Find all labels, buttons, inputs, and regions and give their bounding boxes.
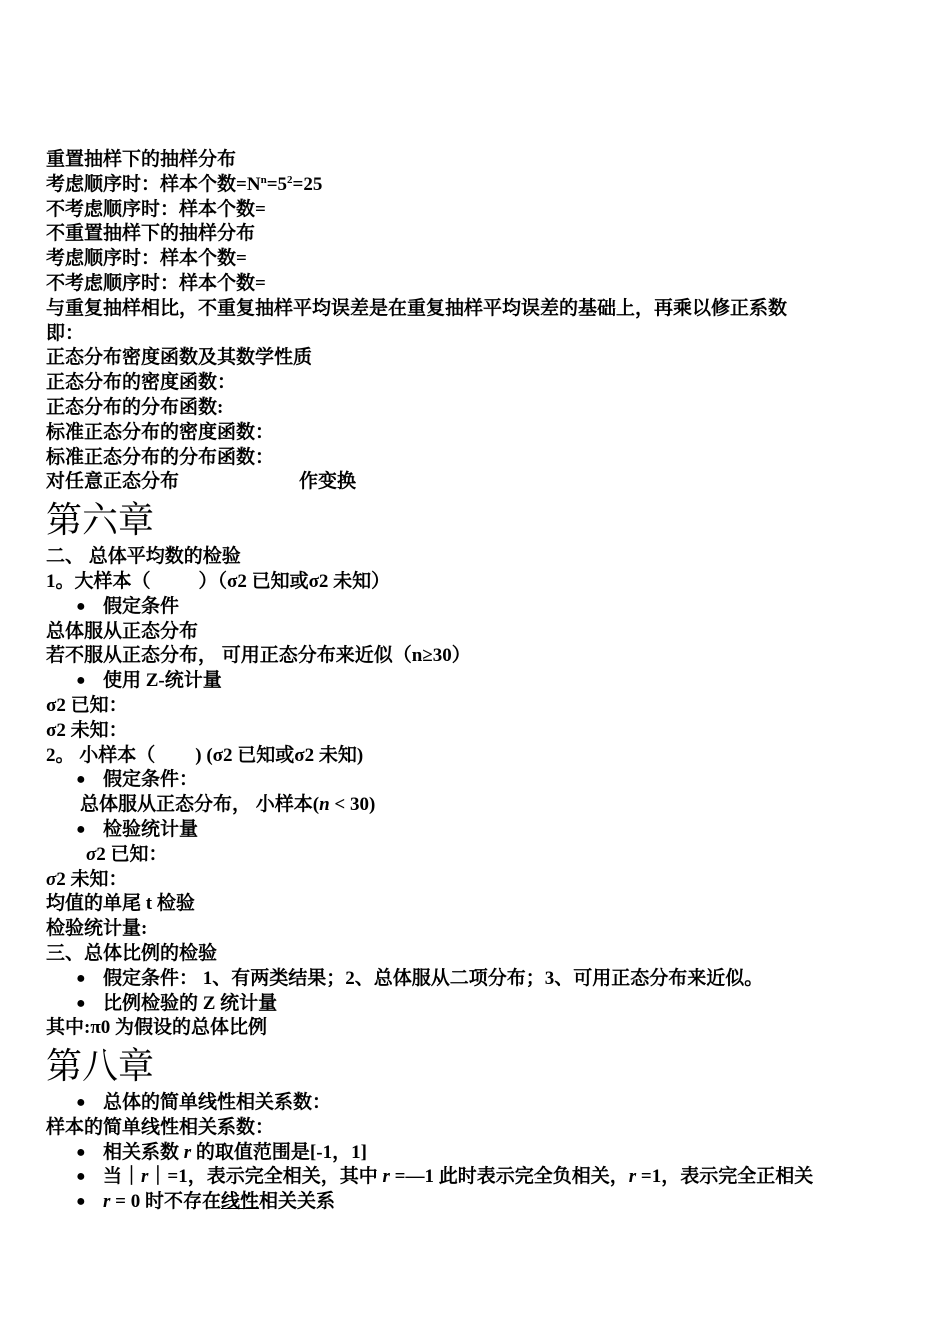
bullet-icon: ●: [76, 672, 86, 690]
bullet-icon: ●: [76, 1168, 86, 1186]
bullet-text: [103, 1141, 908, 1166]
bullet-text: [103, 1165, 908, 1190]
bullet-text: 假定条件: [103, 595, 180, 617]
unordered-count-without-replacement: 不考虑顺序时：样本个数=: [46, 272, 266, 294]
large-sample-text-a: 1。大样本（: [46, 570, 151, 592]
text-c: =—1 此时表示完全负相关，: [389, 1166, 629, 1188]
small-sample-heading: [46, 744, 908, 769]
bullet-text: 假定条件： 1、有两类结果；2、总体服从二项分布；3、可用正态分布来近似。: [103, 967, 764, 989]
bullet-text: [103, 1190, 908, 1215]
that-is-label: 即：: [46, 322, 85, 344]
ordered-count-with-replacement: [46, 173, 908, 198]
bullet-icon: ●: [76, 994, 86, 1012]
text-a: 当｜: [103, 1166, 142, 1188]
text: 2 已知：: [96, 843, 168, 865]
bullet-icon: ●: [76, 1143, 86, 1161]
small-sample-assumption: [46, 793, 908, 818]
normal-distribution-heading: 正态分布密度函数及其数学性质: [46, 347, 313, 369]
normal-density-label: 正态分布的密度函数：: [46, 372, 237, 394]
bullet-proportion-assumptions: [46, 967, 908, 992]
unordered-count-with-replacement: 不考虑顺序时：样本个数=: [46, 198, 266, 220]
assumption-normal: 总体服从正态分布: [46, 620, 199, 642]
test-statistic-label: 检验统计量:: [46, 918, 148, 940]
chapter-8-title: 第八章: [46, 1046, 155, 1087]
text-c: =25: [292, 173, 323, 195]
italic-r: r: [103, 1191, 111, 1213]
heading-without-replacement: 不重置抽样下的抽样分布: [46, 223, 256, 245]
transform-line: [46, 470, 908, 495]
transform-text: 作变换: [299, 471, 357, 493]
pi0-definition: 其中:π0 为假设的总体比例: [46, 1017, 267, 1039]
large-sample-text-b: ）（σ2 已知或σ2 未知）: [198, 570, 391, 592]
bullet-population-correlation: [46, 1091, 908, 1116]
text-a: 相关系数: [103, 1141, 184, 1163]
bullet-proportion-z: [46, 992, 908, 1017]
text-a: 总体服从正态分布， 小样本(: [80, 794, 320, 816]
section-mean-test: 二、 总体平均数的检验: [46, 546, 241, 568]
bullet-no-linear-correlation: [46, 1190, 908, 1215]
bullet-icon: ●: [76, 820, 86, 838]
z-sigma-known: σ2 已知：: [46, 694, 128, 716]
italic-r: r: [141, 1166, 149, 1188]
assumption-approx: 若不服从正态分布， 可用正态分布来近似（n≥30）: [46, 645, 471, 667]
bullet-icon: ●: [76, 597, 86, 615]
bullet-z-statistic: [46, 669, 908, 694]
superscript-n: n: [260, 173, 267, 186]
italic-r: r: [382, 1166, 390, 1188]
bullet-assumptions: [46, 595, 908, 620]
bullet-icon: ●: [76, 969, 86, 987]
sample-correlation: 样本的简单线性相关系数：: [46, 1116, 275, 1138]
bullet-text: 使用 Z-统计量: [103, 670, 222, 692]
section-proportion-test: 三、总体比例的检验: [46, 942, 218, 964]
bullet-text: 比例检验的 Z 统计量: [103, 992, 278, 1014]
z-sigma-unknown: σ2 未知：: [46, 719, 128, 741]
small-sample-text-b: ) (σ2 已知或σ2 未知): [195, 744, 364, 766]
standard-normal-cdf-label: 标准正态分布的分布函数：: [46, 446, 275, 468]
italic-r: r: [628, 1166, 637, 1188]
correction-factor-paragraph: 与重复抽样相比，不重复抽样平均误差是在重复抽样平均误差的基础上，再乘以修正系数: [46, 297, 788, 319]
bullet-icon: ●: [76, 1094, 86, 1112]
text-b: 相关关系: [259, 1191, 336, 1213]
text-b: < 30): [329, 794, 376, 816]
text-b: 的取值范围是[-1，1]: [191, 1141, 367, 1163]
underlined-linear: 线性: [220, 1191, 259, 1213]
any-normal-text: 对任意正态分布: [46, 471, 180, 493]
ordered-count-without-replacement: 考虑顺序时：样本个数=: [46, 248, 247, 270]
text-b: =5: [266, 173, 288, 195]
text: 2 未知：: [56, 868, 128, 890]
sigma-symbol: σ: [46, 868, 57, 890]
bullet-text: 检验统计量: [103, 818, 199, 840]
document-body: [46, 148, 908, 1215]
italic-n: n: [319, 794, 330, 816]
bullet-correlation-range: [46, 1141, 908, 1166]
text-a: 考虑顺序时：样本个数=N: [46, 173, 261, 195]
bullet-text: 假定条件：: [103, 769, 199, 791]
heading-with-replacement: 重置抽样下的抽样分布: [46, 149, 237, 170]
one-tailed-t-test: 均值的单尾 t 检验: [46, 893, 195, 915]
italic-r: r: [183, 1141, 192, 1163]
sigma-symbol: σ: [86, 843, 97, 865]
superscript-2: 2: [287, 173, 293, 186]
standard-normal-density-label: 标准正态分布的密度函数：: [46, 421, 275, 443]
large-sample-heading: [46, 570, 908, 595]
bullet-test-statistic: [46, 818, 908, 843]
t-sigma-known: [46, 843, 908, 868]
t-sigma-unknown: [46, 868, 908, 893]
bullet-perfect-correlation: [46, 1165, 908, 1190]
bullet-assumptions-2: [46, 768, 908, 793]
text-b: ｜=1，表示完全相关，其中: [148, 1166, 383, 1188]
small-sample-text-a: 2。 小样本（: [46, 744, 156, 766]
bullet-icon: ●: [76, 771, 86, 789]
text-d: =1，表示完全正相关: [636, 1166, 814, 1188]
normal-cdf-label: 正态分布的分布函数:: [46, 396, 224, 418]
chapter-6-title: 第六章: [46, 500, 155, 541]
bullet-icon: ●: [76, 1193, 86, 1211]
bullet-text: 总体的简单线性相关系数：: [103, 1092, 332, 1114]
text-a: = 0 时不存在: [110, 1191, 221, 1213]
